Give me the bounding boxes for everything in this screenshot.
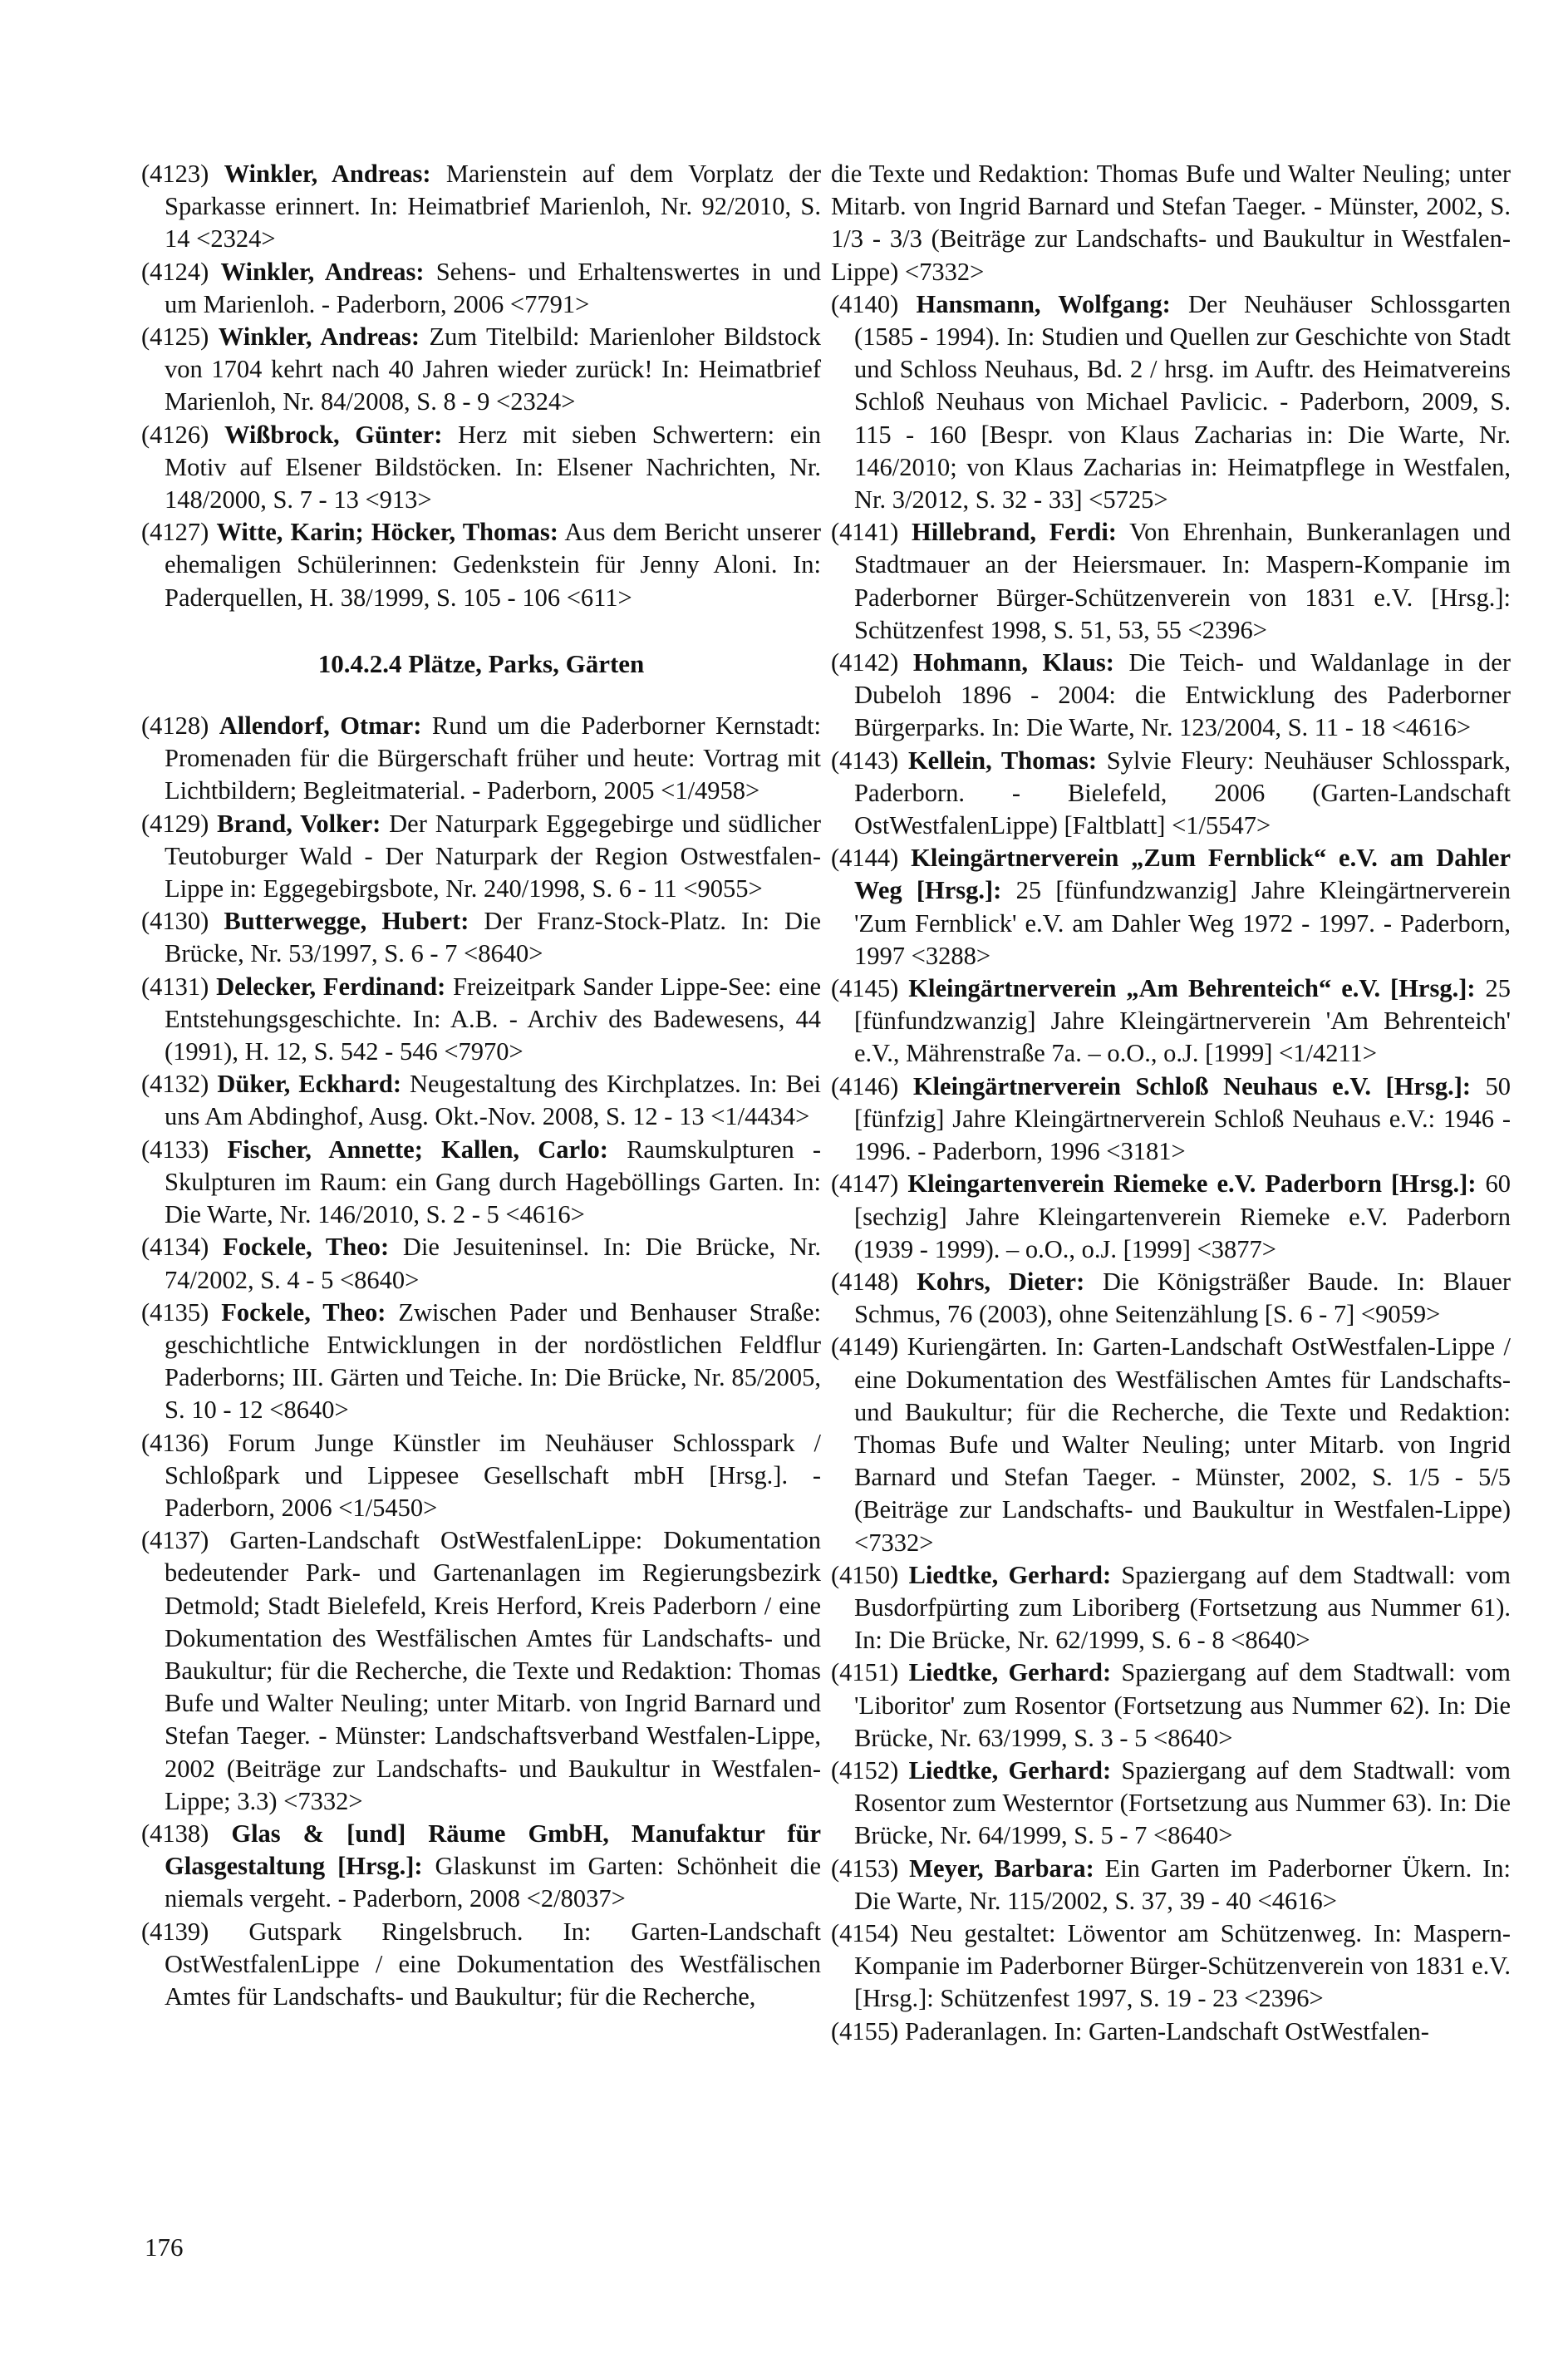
entry-number: (4133) bbox=[141, 1135, 209, 1164]
bibliography-entry bbox=[831, 1168, 1511, 1266]
entry-text: die Texte und Redaktion: Thomas Bufe und Walter Neuling; unter Mitarb. von Ingrid Barnard und Stefan Taeger. - Münster, 2002, S. 1/3 - 3/3 (Beiträge zur Landschafts- und Baukultur in Westfalen-Lippe) <7332> bbox=[831, 160, 1511, 286]
entry-text: Neugestaltung des Kirchplatzes. In: Bei uns Am Abdinghof, Ausg. Okt.-Nov. 2008, S. 12 - 13 <1/4434> bbox=[165, 1070, 822, 1131]
entry-text: Von Ehrenhain, Bunkeranlagen und Stadtmauer an der Heiersmauer. In: Maspern-Kompanie im Paderborner Bürger-Schützenverein von 1831 e.V. [Hrsg.]: Schützenfest 1998, S. 51, 53, 55 <2396> bbox=[854, 518, 1511, 644]
bibliography-entry bbox=[831, 1657, 1511, 1755]
entry-text: Sehens- und Erhaltenswertes in und um Marienloh. - Paderborn, 2006 <7791> bbox=[165, 257, 821, 318]
entry-number: (4125) bbox=[141, 322, 209, 352]
entry-author: Kleingärtnerverein Schloß Neuhaus e.V. [Hrsg.]: bbox=[912, 1071, 1472, 1100]
bibliography-entry bbox=[141, 321, 821, 419]
entry-text: Forum Junge Künstler im Neuhäuser Schlosspark / Schloßpark und Lippesee Gesellschaft mbH [Hrsg.]. - Paderborn, 2006 <1/5450> bbox=[165, 1428, 822, 1522]
entry-text: Die Königsträßer Baude. In: Blauer Schmus, 76 (2003), ohne Seitenzählung [S. 6 - 7] <9059> bbox=[854, 1267, 1511, 1329]
entry-author: Wißbrock, Günter: bbox=[224, 420, 443, 449]
entry-number: (4153) bbox=[831, 1853, 899, 1883]
entry-number: (4138) bbox=[141, 1819, 209, 1848]
entry-number: (4127) bbox=[141, 518, 209, 547]
entry-text: Der Neuhäuser Schlossgarten (1585 - 1994). In: Studien und Quellen zur Geschichte von Stadt und Schloss Neuhaus, Bd. 2 / hrsg. im Auftr. des Heimatvereins Schloß Neuhaus von Michael Pavlicic. - Paderborn, 2009, S. 115 - 160 [Bespr. von Klaus Zacharias in: Die Warte, Nr. 146/2010; von Klaus Zacharias in: Heimatpflege in Westfalen, Nr. 3/2012, S. 32 - 33] <5725> bbox=[854, 289, 1511, 514]
entry-author: Witte, Karin; Höcker, Thomas: bbox=[216, 518, 558, 547]
bibliography-entry bbox=[141, 1231, 821, 1296]
entry-text: Der Franz-Stock-Platz. In: Die Brücke, Nr. 53/1997, S. 6 - 7 <8640> bbox=[165, 907, 822, 968]
entry-text: Rund um die Paderborner Kernstadt: Promenaden für die Bürgerschaft früher und heute: Vortrag mit Lichtbildern; Begleitmaterial. - Paderborn, 2005 <1/4958> bbox=[165, 711, 822, 805]
entry-author: Liedtke, Gerhard: bbox=[908, 1658, 1112, 1687]
entry-author: Winkler, Andreas: bbox=[224, 160, 431, 188]
bibliography-entry bbox=[831, 972, 1511, 1071]
entry-text: Spaziergang auf dem Stadtwall: vom 'Liboritor' zum Rosentor (Fortsetzung aus Nummer 62). In: Die Brücke, Nr. 63/1999, S. 3 - 5 <8640> bbox=[854, 1658, 1511, 1752]
entry-author: Hohmann, Klaus: bbox=[912, 648, 1114, 677]
bibliography-entry bbox=[141, 1068, 821, 1133]
entry-author: Liedtke, Gerhard: bbox=[908, 1560, 1112, 1589]
bibliography-entry bbox=[141, 256, 821, 321]
bibliography-entry bbox=[831, 158, 1511, 288]
entry-number: (4124) bbox=[141, 257, 209, 286]
entry-number: (4135) bbox=[141, 1297, 209, 1327]
entry-author: Kleingartenverein Riemeke e.V. Paderborn [Hrsg.]: bbox=[907, 1169, 1477, 1199]
entry-text: Spaziergang auf dem Stadtwall: vom Busdorfpürting zum Liboriberg (Fortsetzung aus Nummer 61). In: Die Brücke, Nr. 62/1999, S. 6 - 8 <8640> bbox=[854, 1560, 1511, 1655]
bibliography-entry bbox=[141, 1297, 821, 1427]
entry-text: Spaziergang auf dem Stadtwall: vom Rosentor zum Westerntor (Fortsetzung aus Nummer 63). In: Die Brücke, Nr. 64/1999, S. 5 - 7 <8640> bbox=[854, 1755, 1511, 1850]
entry-text: Paderanlagen. In: Garten-Landschaft OstWestfalen- bbox=[904, 2016, 1429, 2045]
entries-after-heading bbox=[141, 710, 821, 2013]
bibliography-entry bbox=[831, 842, 1511, 972]
entry-text: Die Jesuiteninsel. In: Die Brücke, Nr. 74/2002, S. 4 - 5 <8640> bbox=[165, 1233, 821, 1294]
entry-number: (4128) bbox=[141, 711, 209, 741]
bibliography-entry bbox=[831, 1755, 1511, 1853]
right-column bbox=[831, 158, 1511, 2048]
entry-text: Die Teich- und Waldanlage in der Dubeloh 1896 - 2004: die Entwicklung des Paderborner Bürgerparks. In: Die Warte, Nr. 123/2004, S. 11 - 18 <4616> bbox=[854, 648, 1511, 742]
bibliography-entry bbox=[141, 419, 821, 517]
bibliography-entry bbox=[141, 1818, 821, 1916]
entry-number: (4147) bbox=[831, 1169, 899, 1199]
entry-author: Kellein, Thomas: bbox=[907, 746, 1098, 775]
entry-number: (4154) bbox=[831, 1918, 899, 1947]
entry-text: Kuriengärten. In: Garten-Landschaft OstWestfalen-Lippe / eine Dokumentation des Westfälischen Amtes für Landschafts- und Baukultur; für die Recherche, die Texte und Redaktion: Thomas Bufe und Walter Neuling; unter Mitarb. von Ingrid Barnard und Stefan Taeger. - Münster, 2002, S. 1/5 - 5/5 (Beiträge zur Landschafts- und Baukultur in Westfalen-Lippe) <7332> bbox=[854, 1332, 1511, 1557]
entry-text: Zwischen Pader und Benhauser Straße: geschichtliche Entwicklungen in der nordöstlichen Feldflur Paderborns; III. Gärten und Teiche. In: Die Brücke, Nr. 85/2005, S. 10 - 12 <8640> bbox=[165, 1297, 821, 1425]
entry-author: Winkler, Andreas: bbox=[218, 322, 420, 352]
bibliography-entry bbox=[831, 1331, 1511, 1558]
bibliography-entry bbox=[141, 971, 821, 1069]
entry-number: (4126) bbox=[141, 420, 209, 449]
entry-number: (4132) bbox=[141, 1070, 209, 1099]
entry-number: (4152) bbox=[831, 1755, 899, 1785]
bibliography-entry bbox=[141, 158, 821, 256]
bibliography-entry bbox=[831, 745, 1511, 843]
entry-number: (4144) bbox=[831, 844, 899, 873]
bibliography-entry bbox=[831, 647, 1511, 745]
entry-author: Fischer, Annette; Kallen, Carlo: bbox=[227, 1135, 608, 1164]
entry-number: (4134) bbox=[141, 1233, 209, 1262]
page-number: 176 bbox=[145, 2233, 184, 2262]
entry-text: Neu gestaltet: Löwentor am Schützenweg. In: Maspern-Kompanie im Paderborner Bürger-Schützenverein von 1831 e.V. [Hrsg.]: Schützenfest 1997, S. 19 - 23 <2396> bbox=[854, 1918, 1511, 2013]
entry-number: (4155) bbox=[831, 2016, 899, 2045]
bibliography-entry bbox=[831, 2016, 1511, 2048]
entry-text: Glaskunst im Garten: Schönheit die niemals vergeht. - Paderborn, 2008 <2/8037> bbox=[165, 1852, 821, 1913]
entry-author: Liedtke, Gerhard: bbox=[908, 1755, 1112, 1785]
entry-number: (4149) bbox=[831, 1332, 899, 1361]
entry-text: Aus dem Bericht unserer ehemaligen Schülerinnen: Gedenkstein für Jenny Aloni. In: Paderquellen, H. 38/1999, S. 105 - 106 <611> bbox=[165, 518, 821, 612]
entry-text: 25 [fünfundzwanzig] Jahre Kleingärtnerverein 'Zum Fernblick' e.V. am Dahler Weg 1972 - 1997. - Paderborn, 1997 <3288> bbox=[854, 876, 1511, 970]
entry-author: Hansmann, Wolfgang: bbox=[916, 289, 1171, 318]
bibliography-entry bbox=[831, 1853, 1511, 1917]
entry-author: Kleingärtnerverein „Am Behrenteich“ e.V. [Hrsg.]: bbox=[908, 974, 1476, 1003]
entry-text: Marienstein auf dem Vorplatz der Sparkasse erinnert. In: Heimatbrief Marienloh, Nr. 92/2010, S. 14 <2324> bbox=[165, 160, 822, 254]
entry-number: (4140) bbox=[831, 289, 899, 318]
entry-text: 25 [fünfundzwanzig] Jahre Kleingärtnerverein 'Am Behrenteich' e.V., Mährenstraße 7a. – o.O., o.J. [1999] <1/4211> bbox=[854, 974, 1511, 1068]
bibliography-entry bbox=[141, 516, 821, 614]
entry-text: Raumskulpturen - Skulpturen im Raum: ein Gang durch Hageböllings Garten. In: Die Warte, Nr. 146/2010, S. 2 - 5 <4616> bbox=[165, 1135, 822, 1229]
entry-number: (4148) bbox=[831, 1267, 899, 1296]
entries-before-heading bbox=[141, 158, 821, 614]
entry-text: Der Naturpark Eggegebirge und südlicher Teutoburger Wald - Der Naturpark der Region Ostwestfalen-Lippe in: Eggegebirgsbote, Nr. 240/1998, S. 6 - 11 <9055> bbox=[165, 809, 821, 903]
entry-number: (4136) bbox=[141, 1428, 209, 1457]
entry-number: (4143) bbox=[831, 746, 899, 775]
entry-author: Brand, Volker: bbox=[217, 809, 381, 838]
bibliography-entry bbox=[831, 288, 1511, 516]
entry-number: (4137) bbox=[141, 1526, 209, 1555]
bibliography-entry bbox=[141, 1524, 821, 1818]
entry-text: 60 [sechzig] Jahre Kleingartenverein Riemeke e.V. Paderborn (1939 - 1999). – o.O., o.J. [1999] <3877> bbox=[854, 1169, 1511, 1263]
entry-text: Sylvie Fleury: Neuhäuser Schlosspark, Paderborn. - Bielefeld, 2006 (Garten-Landschaft OstWestfalenLippe) [Faltblatt] <1/5547> bbox=[854, 746, 1511, 840]
bibliography-entry bbox=[831, 516, 1511, 647]
entry-text: Zum Titelbild: Marienloher Bildstock von 1704 kehrt nach 40 Jahren wieder zurück! In: Heimatbrief Marienloh, Nr. 84/2008, S. 8 - 9 <2324> bbox=[165, 322, 821, 416]
entry-author: Fockele, Theo: bbox=[221, 1297, 386, 1327]
section-heading: 10.4.2.4 Plätze, Parks, Gärten bbox=[317, 648, 645, 678]
entry-number: (4129) bbox=[141, 809, 209, 838]
bibliography-entry bbox=[831, 1266, 1511, 1331]
entry-author: Winkler, Andreas: bbox=[220, 257, 425, 286]
entry-author: Glas & [und] Räume GmbH, Manufaktur für Glasgestaltung [Hrsg.]: bbox=[165, 1819, 822, 1881]
entry-text: Garten-Landschaft OstWestfalenLippe: Dokumentation bedeutender Park- und Gartenanlagen im Regierungsbezirk Detmold; Stadt Bielefeld, Kreis Herford, Kreis Paderborn / eine Dokumentation des Westfälischen Amtes für Landschafts- und Baukultur; für die Recherche, die Texte und Redaktion: Thomas Bufe und Walter Neuling; unter Mitarb. von Ingrid Barnard und Stefan Taeger. - Münster: Landschaftsverband Westfalen-Lippe, 2002 (Beiträge zur Landschafts- und Baukultur in Westfalen-Lippe; 3.3) <7332> bbox=[165, 1526, 822, 1815]
bibliography-entry bbox=[141, 1916, 821, 2014]
entry-author: Kleingärtnerverein „Zum Fernblick“ e.V. am Dahler Weg [Hrsg.]: bbox=[854, 844, 1511, 905]
entry-author: Delecker, Ferdinand: bbox=[216, 972, 446, 1001]
entry-number: (4131) bbox=[141, 972, 209, 1001]
entry-author: Fockele, Theo: bbox=[223, 1233, 390, 1262]
bibliography-entry bbox=[141, 1134, 821, 1232]
bibliography-entry bbox=[141, 710, 821, 808]
bibliography-entry bbox=[831, 1917, 1511, 2016]
entry-number: (4146) bbox=[831, 1071, 899, 1100]
bibliography-entry bbox=[831, 1071, 1511, 1169]
entry-author: Düker, Eckhard: bbox=[217, 1070, 401, 1099]
entry-number: (4151) bbox=[831, 1658, 899, 1687]
bibliography-entry bbox=[141, 1427, 821, 1525]
entry-text: Herz mit sieben Schwertern: ein Motiv auf Elsener Bildstöcken. In: Elsener Nachrichten, Nr. 148/2000, S. 7 - 13 <913> bbox=[165, 420, 822, 514]
bibliography-entry bbox=[141, 905, 821, 970]
entry-author: Meyer, Barbara: bbox=[909, 1853, 1094, 1883]
entry-number: (4141) bbox=[831, 518, 899, 547]
entry-number: (4123) bbox=[141, 160, 209, 188]
right-entries bbox=[831, 158, 1511, 2048]
entry-author: Kohrs, Dieter: bbox=[917, 1267, 1085, 1296]
entry-text: Freizeitpark Sander Lippe-See: eine Entstehungsgeschichte. In: A.B. - Archiv des Badewesens, 44 (1991), H. 12, S. 542 - 546 <7970> bbox=[165, 972, 821, 1066]
entry-text: Ein Garten im Paderborner Ükern. In: Die Warte, Nr. 115/2002, S. 37, 39 - 40 <4616> bbox=[854, 1853, 1511, 1915]
entry-number: (4150) bbox=[831, 1560, 899, 1589]
entry-author: Butterwegge, Hubert: bbox=[224, 907, 469, 936]
bibliography-entry bbox=[141, 808, 821, 906]
entry-number: (4139) bbox=[141, 1917, 209, 1946]
entry-text: Gutspark Ringelsbruch. In: Garten-Landschaft OstWestfalenLippe / eine Dokumentation des Westfälischen Amtes für Landschafts- und Baukultur; für die Recherche, bbox=[165, 1917, 822, 2011]
entry-author: Allendorf, Otmar: bbox=[219, 711, 422, 741]
bibliography-entry bbox=[831, 1559, 1511, 1657]
entry-number: (4142) bbox=[831, 648, 899, 677]
left-column bbox=[141, 158, 821, 2013]
entry-number: (4130) bbox=[141, 907, 209, 936]
entry-text: 50 [fünfzig] Jahre Kleingärtnerverein Schloß Neuhaus e.V.: 1946 - 1996. - Paderborn, 1996 <3181> bbox=[854, 1071, 1511, 1166]
entry-number: (4145) bbox=[831, 974, 899, 1003]
entry-author: Hillebrand, Ferdi: bbox=[912, 518, 1117, 547]
